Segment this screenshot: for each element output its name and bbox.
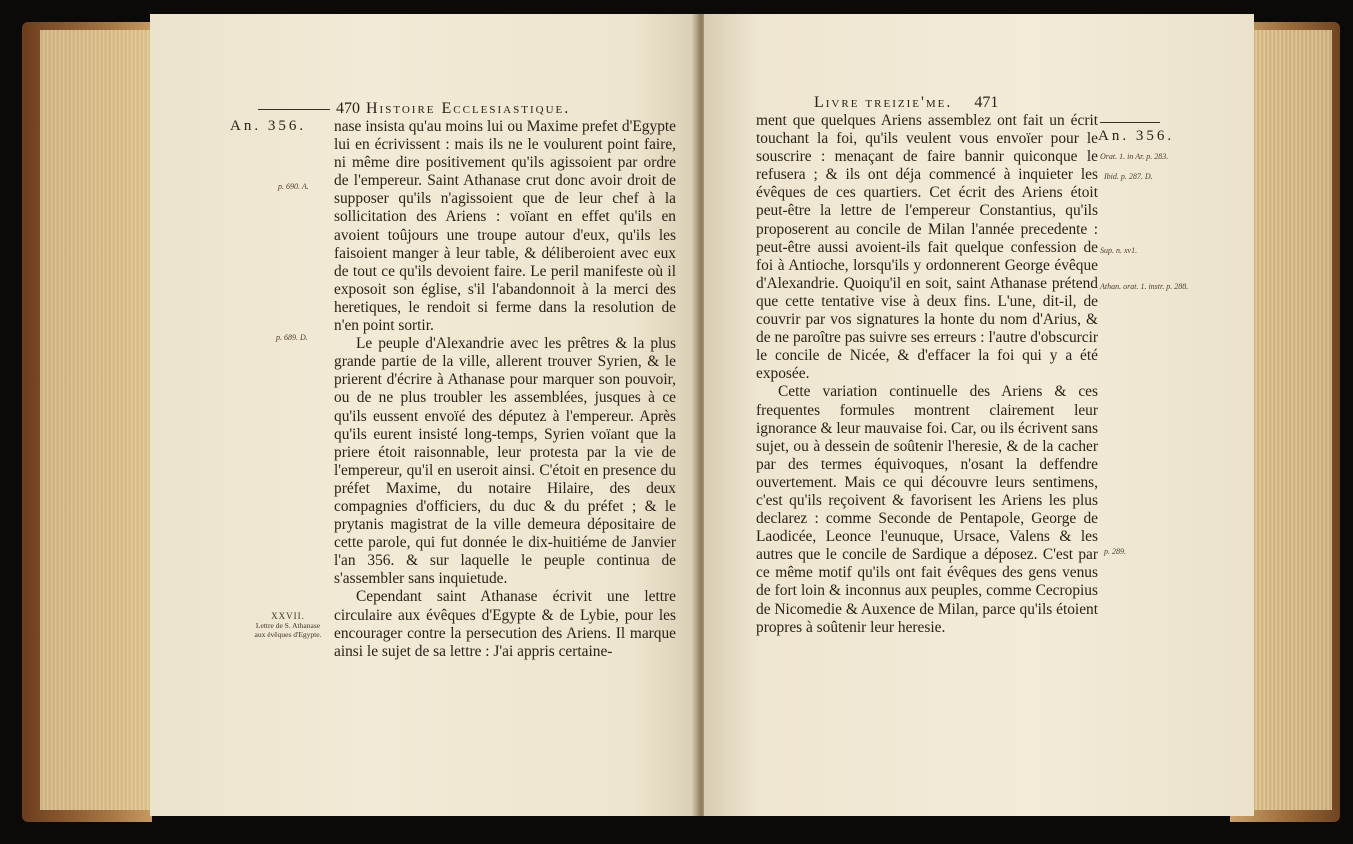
section-caption: Lettre de S. Athanase aux évêques d'Egypte. — [254, 621, 322, 639]
right-margin-ref-1: Orat. 1. in Ar. p. 283. — [1100, 152, 1169, 161]
left-page-number: 470 — [336, 100, 360, 117]
page-edges-left — [40, 30, 152, 810]
right-running-title: Livre treizie'me. — [814, 94, 953, 111]
left-running-header — [336, 100, 570, 118]
left-paragraph-2: Le peuple d'Alexandrie avec les prêtres & la plus grande partie de la ville, allerent trouver Syrien, & le prierent d'écrire à Athanase pour marquer son pouvoir, ou de ne plus troubler les assemblées, jusques à ce qu'ils eussent envoïé des députez à l'empereur. Après qu'ils eurent insisté long-temps, Syrien voïant que la priere étoit raisonnable, leur protesta par la vie de l'empereur, qu'il en useroit ainsi. C'étoit en presence du préfet Maxime, du notaire Hilaire, des deux compagnies d'officiers, du duc & du préfet ; & le prytanis magistrat de la ville demeura dépositaire de cette parole, qui fut donnée le dix-huitiéme de Janvier l'an 356. & sur laquelle le peuple continua de s'assembler sans inquietude. — [334, 335, 676, 588]
right-paragraph-2: Cette variation continuelle des Ariens & ces frequentes formules montrent clairement leur ignorance & leur mauvaise foi. Car, ou ils écrivent sans sujet, ou à dessein de soûtenir l'heresie, & de la cacher par des termes équivoques, n'osant la deffendre ouvertement. Mais ce qui découvre leurs sentimens, c'est qu'ils reçoivent & favorisent les Ariens les plus declarez : comme Seconde de Pentapole, George de Laodicée, Leonce l'eunuque, Ursace, Valens & les autres que le concile de Sardique a déposez. C'est par ce même motif qu'ils ont fait évêques des gens venus de fort loin & inconnus aux peuples, comme Cecropius de Nicomedie & Auxence de Milan, parce qu'ils étoient propres à soûtenir leur heresie. — [756, 383, 1098, 636]
left-margin-ref-1: p. 690. A. — [278, 182, 309, 191]
left-paragraph-1: nase insista qu'au moins lui ou Maxime prefet d'Egypte lui en écrivissent : mais ils ne le voulurent point faire, ni même dire positivement qu'ils agissoient par ordre de l'empereur. Saint Athanase crut donc avoir droit de supposer qu'ils n'agissoient que de leur chef à la sollicitation des Ariens : voïant en effet qu'ils en avoient toûjours une troupe autour d'eux, qu'ils les faisoient manger à leur table, & déliberoient avec eux de tout ce qu'ils devoient faire. Le peril manifeste où il exposoit son église, s'il l'abandonnoit à la merci des heretiques, le rendoit si ferme dans la resolution de n'en point sortir. — [334, 118, 676, 335]
left-paragraph-3: Cependant saint Athanase écrivit une lettre circulaire aux évêques d'Egypte & de Lybie, pour les encourager contre la persecution des Ariens. Il marque ainsi le sujet de sa lettre : J'ai appris certaine- — [334, 588, 676, 660]
right-page — [704, 14, 1254, 816]
right-margin-ref-4: Athan. orat. 1. instr. p. 288. — [1100, 282, 1189, 291]
page-edges-right — [1252, 30, 1332, 810]
left-year-label: An. 356. — [230, 118, 307, 134]
right-margin-ref-3: Sup. n. xv1. — [1100, 246, 1138, 255]
left-running-title: Histoire Ecclesiastique. — [366, 100, 571, 117]
right-body-text — [756, 112, 1098, 637]
right-margin-ref-5: p. 289. — [1104, 547, 1126, 556]
right-running-header — [814, 94, 1004, 112]
right-header-rule — [1100, 122, 1160, 123]
right-year-label: An. 356. — [1098, 128, 1175, 144]
section-number: XXVII. — [271, 611, 305, 621]
left-page — [150, 14, 698, 816]
left-margin-ref-2: p. 689. D. — [276, 333, 308, 342]
right-paragraph-1: ment que quelques Ariens assemblez ont fait un écrit touchant la foi, qu'ils veulent vous envoïer pour le souscrire : menaçant de faire bannir quiconque le refusera ; & ils ont déja commencé à inquieter les évêques de ces quartiers. Cet écrit des Ariens étoit peut-être la lettre de l'empereur Constantius, qu'ils proposerent au concile de Milan l'année precedente : peut-être aussi avoient-ils fait quelque confession de foi à Antioche, lorsqu'ils y ordonnerent George évêque d'Alexandrie. Quoiqu'il en soit, saint Athanase prétend que cette tentative vise à deux fins. L'une, dit-il, de couvrir par vos signatures la honte du nom d'Arius, & de ne paroître pas suivre ses erreurs : l'autre d'obscurcir le concile de Nicée, & d'effacer la foi qui y a été exposée. — [756, 112, 1098, 383]
left-body-text — [334, 118, 676, 661]
left-header-rule — [258, 109, 330, 110]
right-margin-ref-2: Ibid. p. 287. D. — [1104, 172, 1153, 181]
left-section-note — [252, 612, 324, 639]
right-page-number: 471 — [974, 94, 999, 111]
